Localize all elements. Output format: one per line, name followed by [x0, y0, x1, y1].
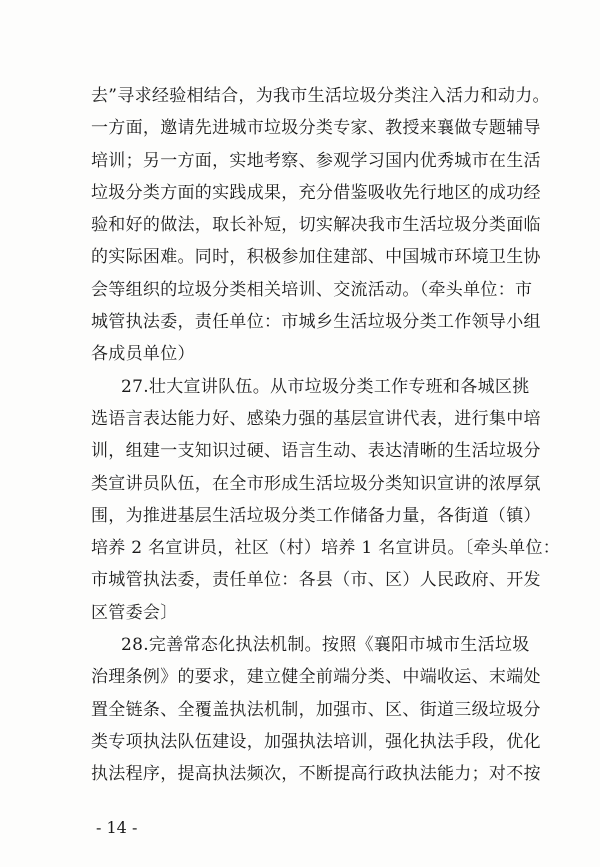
section-heading-28: 28.完善常态化执法机制。按照《襄阳市城市生活垃圾 [121, 635, 530, 656]
text-line: 类宣讲员队伍，在全市形成生活垃圾分类知识宣讲的浓厚氛 [91, 473, 541, 494]
text-line: 一方面，邀请先进城市垃圾分类专家、教授来襄做专题辅导 [91, 118, 541, 139]
page-number-text: - 14 - [96, 818, 138, 837]
text-line: 围，为推进基层生活垃圾分类工作储备力量，各街道（镇） [91, 505, 541, 526]
text-line: 的实际困难。同时，积极参加住建部、中国城市环境卫生协 [91, 247, 541, 268]
text-line: 垃圾分类方面的实践成果，充分借鉴吸收先行地区的成功经 [91, 182, 541, 203]
text-line: 执法程序，提高执法频次，不断提高行政执法能力；对不按 [91, 764, 541, 785]
text-line: 类专项执法队伍建设，加强执法培训，强化执法手段，优化 [91, 731, 541, 752]
text-line: 去”寻求经验相结合，为我市生活垃圾分类注入活力和动力。 [91, 86, 550, 106]
text-line: 培训；另一方面，实地考察、参观学习国内优秀城市在生活 [91, 150, 541, 171]
text-line: 市城管执法委，责任单位：各县（市、区）人民政府、开发 [91, 570, 541, 591]
text-line: 各成员单位） [91, 344, 195, 365]
section-heading-27: 27.壮大宣讲队伍。从市垃圾分类工作专班和各城区挑 [121, 376, 530, 397]
text-line: 验和好的做法，取长补短，切实解决我市生活垃圾分类面临 [91, 215, 541, 236]
text-line: 置全链条、全覆盖执法机制，加强市、区、街道三级垃圾分 [91, 699, 541, 720]
text-line: 会等组织的垃圾分类相关培训、交流活动。（牵头单位：市 [91, 279, 533, 300]
text-line: 区管委会〕 [91, 602, 178, 623]
text-line: 治理条例》的要求，建立健全前端分类、中端收运、末端处 [91, 667, 541, 688]
text-line: 选语言表达能力好、感染力强的基层宣讲代表，进行集中培 [91, 408, 541, 429]
text-line: 城管执法委，责任单位：市城乡生活垃圾分类工作领导小组 [91, 312, 541, 333]
body-text [91, 80, 561, 791]
text-line: 培养 2 名宣讲员，社区（村）培养 1 名宣讲员。〔牵头单位： [91, 538, 561, 559]
text-line: 训，组建一支知识过硬、语言生动、表达清晰的生活垃圾分 [91, 441, 541, 462]
